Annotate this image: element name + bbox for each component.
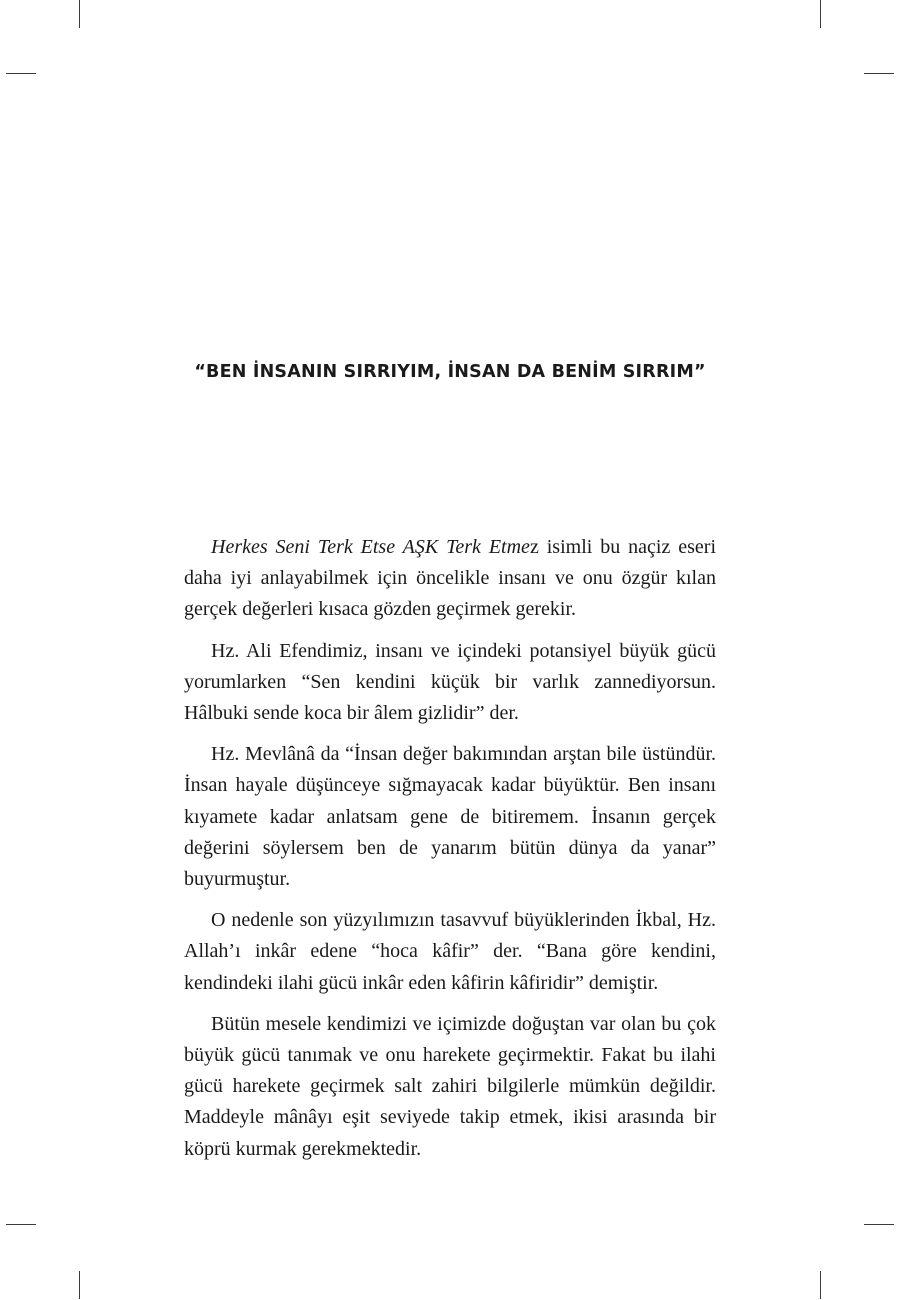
body-text [184,532,716,1175]
chapter-heading: “BEN İNSANIN SIRRIYIM, İNSAN DA BENİM SIRRIM” [194,362,706,382]
crop-mark-left-top [6,73,36,74]
crop-mark-bottom-left [79,1271,80,1299]
crop-mark-left-bottom [6,1224,36,1225]
crop-mark-top-left [79,0,80,28]
paragraph-3: Hz. Mevlânâ da “İnsan değer bakımından arştan bile üstündür. İnsan hayale düşünceye sığmayacak kadar büyüktür. Ben insanı kıyamete kadar anlatsam gene de bitiremem. İnsanın gerçek değerini söylersem ben de yanarım bütün dünya da yanar” buyurmuştur. [184,743,716,891]
paragraph-2: Hz. Ali Efendimiz, insanı ve içindeki potansiyel büyük gücü yorumlarken “Sen kendini küçük bir varlık zannediyorsun. Hâlbuki sende koca bir âlem gizlidir” der. [184,639,716,725]
crop-mark-right-bottom [864,1224,894,1225]
paragraph-1 [184,532,716,626]
crop-mark-right-top [864,73,894,74]
crop-mark-top-right [820,0,821,28]
paragraph-5: Bütün mesele kendimizi ve içimizde doğuştan var olan bu çok büyük gücü tanımak ve onu harekete geçirmektir. Fakat bu ilahi gücü harekete geçirmek salt zahiri bilgilerle mümkün değildir. Maddeyle mânâyı eşit seviyede takip etmek, ikisi arasında bir köprü kurmak gerekmektedir. [184,1012,716,1160]
paragraph-1-text: z isimli bu naçiz eseri daha iyi anlayabilmek için öncelikle insanı ve onu özgür kılan gerçek değerleri kısaca gözden geçirmek gerekir. [184,536,717,621]
crop-mark-bottom-right [820,1271,821,1299]
book-title: Herkes Seni Terk Etse AŞK Terk Etme [211,536,530,558]
paragraph-4: O nedenle son yüzyılımızın tasavvuf büyüklerinden İkbal, Hz. Allah’ı inkâr edene “hoca kâfir” der. “Bana göre kendini, kendindeki ilahi gücü inkâr eden kâfirin kâfiridir” demiştir. [184,909,716,994]
